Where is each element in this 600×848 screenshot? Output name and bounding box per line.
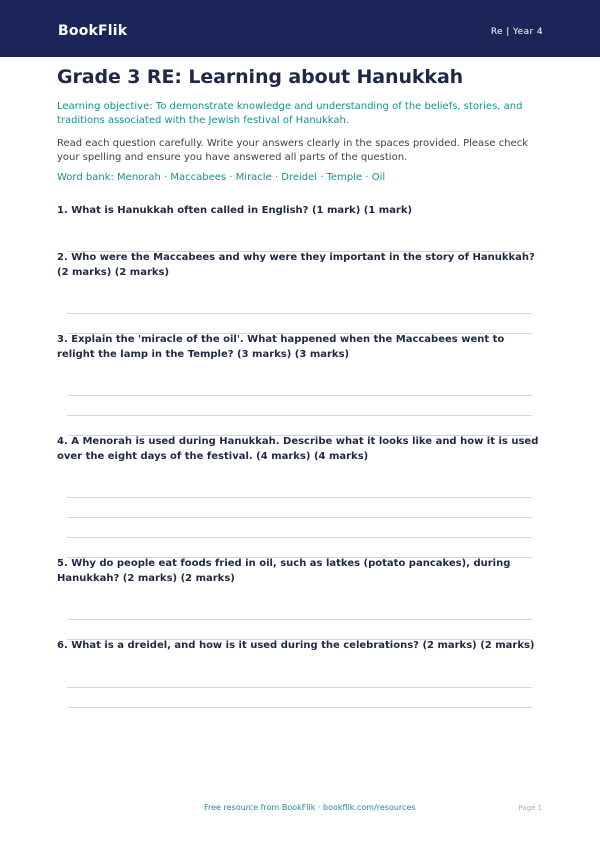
footer-credit-link[interactable]: Free resource from BookFlik · bookflik.com/resources bbox=[204, 803, 416, 812]
answer-line[interactable] bbox=[67, 313, 532, 314]
answer-line[interactable] bbox=[67, 395, 532, 396]
question-6: 6. What is a dreidel, and how is it used during the celebrations? (2 marks) (2 marks) bbox=[57, 640, 535, 651]
answer-line[interactable] bbox=[67, 537, 532, 538]
question-5: 5. Why do people eat foods fried in oil, such as latkes (potato pancakes), during Hanukkah? (2 marks) (2 marks) bbox=[57, 558, 511, 584]
header-bar bbox=[0, 0, 600, 57]
question-1: 1. What is Hanukkah often called in English? (1 mark) (1 mark) bbox=[57, 205, 413, 216]
page-number: Page 1 bbox=[518, 804, 542, 812]
word-bank: Word bank: Menorah · Maccabees · Miracle · Dreidel · Temple · Oil bbox=[57, 172, 386, 183]
brand-logo-text[interactable]: BookFlik bbox=[58, 23, 128, 39]
question-3: 3. Explain the 'miracle of the oil'. What happened when the Maccabees went to relight the lamp in the Temple? (3 marks) (3 marks) bbox=[57, 334, 505, 360]
instructions-text: Read each question carefully. Write your answers clearly in the spaces provided. Please check your spelling and ensure you have answered all parts of the question. bbox=[57, 138, 528, 163]
answer-line[interactable] bbox=[67, 687, 532, 688]
answer-line[interactable] bbox=[67, 497, 532, 498]
answer-line[interactable] bbox=[67, 517, 532, 518]
answer-line[interactable] bbox=[67, 707, 532, 708]
learning-objective: Learning objective: To demonstrate knowledge and understanding of the beliefs, stories, and traditions associated with the Jewish festival of Hanukkah. bbox=[57, 101, 523, 126]
subject-year-label: Re | Year 4 bbox=[490, 27, 543, 37]
answer-line[interactable] bbox=[67, 619, 532, 620]
question-4: 4. A Menorah is used during Hanukkah. Describe what it looks like and how it is used over the eight days of the festival. (4 marks) (4 marks) bbox=[57, 436, 539, 462]
answer-line[interactable] bbox=[67, 415, 532, 416]
worksheet-title: Grade 3 RE: Learning about Hanukkah bbox=[57, 66, 464, 88]
question-2: 2. Who were the Maccabees and why were they important in the story of Hanukkah? (2 marks) (2 marks) bbox=[57, 252, 535, 278]
